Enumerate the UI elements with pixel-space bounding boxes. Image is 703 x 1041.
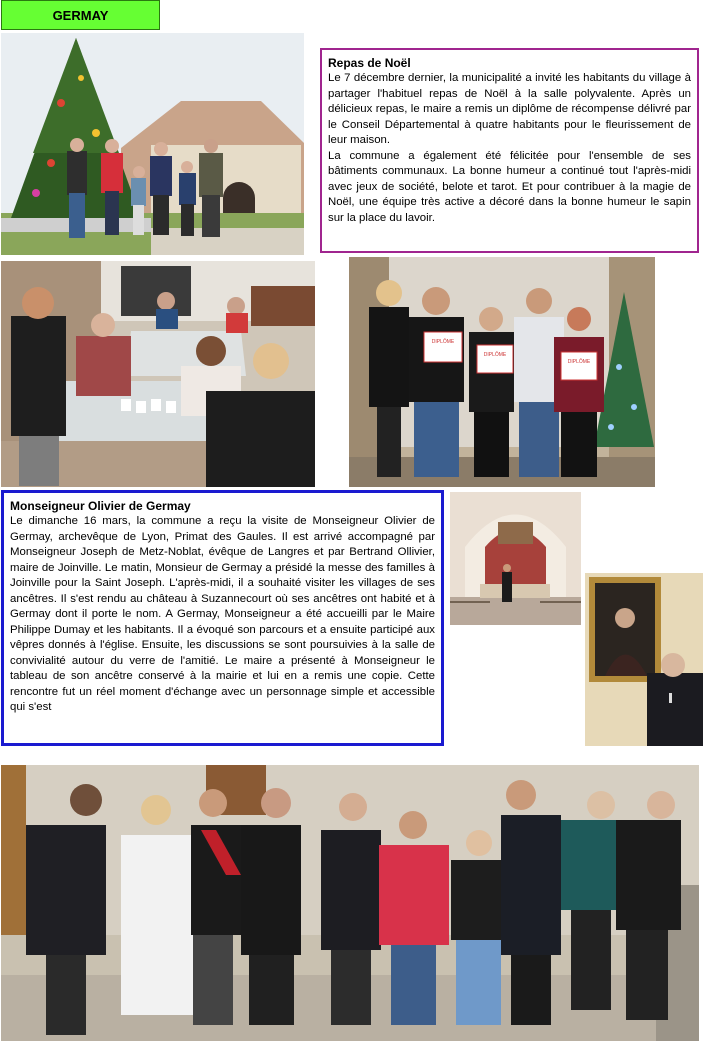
diploma-label: DIPLÔME	[483, 352, 507, 358]
article-paragraph: La commune a également été félicitée pour l'ensemble de ses bâtiments communaux. La bonne humeur a continué tout l'après-midi avec jeux de société, belote et tarot. Et pour contribuer à la magie de Noël, une équipe très active a décoré dans la bonne humeur le sapin sur la place du lavoir.	[328, 149, 691, 224]
photo-church-interior	[450, 492, 581, 625]
article-paragraph: Le 7 décembre dernier, la municipalité a invité les habitants du village à partager l'habituel repas de Noël à la salle polyvalente. Après un délicieux repas, le maire a remis un diplôme de récompense délivré par le Conseil Départemental à quatre habitants pour le fleurissement de leur maison.	[328, 72, 691, 146]
article-monseigneur-visit	[1, 490, 444, 746]
article-title: Repas de Noël	[328, 56, 411, 70]
diploma	[561, 352, 597, 380]
article-title: Monseigneur Olivier de Germay	[10, 499, 191, 513]
diploma-label: DIPLÔME	[431, 339, 455, 345]
photo-group-visit	[1, 765, 699, 1041]
village-name-tag: GERMAY	[1, 0, 160, 30]
article-paragraph: Le dimanche 16 mars, la commune a reçu la visite de Monseigneur Olivier de Germay, archevêque de Lyon, Primat des Gaules. Il est arrivé accompagné par Monseigneur Joseph de Metz-Noblat, évêque de Langres et par Bertrand Ollivier, maire de Joinville. Le matin, Monsieur de Germay a présidé la messe des familles à Joinville pour la Saint Joseph. L'après-midi, il a souhaité visiter les villages de ses ancêtres. Il s'est rendu au château à Suzannecourt où ses ancêtres ont habité et à Germay dont il porte le nom. A Germay, Monseigneur a été accueilli par le Maire Philippe Dumay et les habitants. Il a évoqué son parcours et a ensuite participé aux vêpres donnés à l'église. Ensuite, les discussions se sont poursuivies à la salle de convivialité autour du verre de l'amitié. Le maire a présenté à Monseigneur le tableau de son ancêtre conservé à la mairie et lui en a remis une copie. Cette rencontre fut un réel moment d'échange avec un personnage simple et accessible qui s'est	[10, 515, 435, 713]
photo-christmas-tree-group	[1, 33, 304, 255]
diploma-label: DIPLÔME	[567, 359, 591, 365]
article-christmas-meal	[320, 48, 699, 253]
photo-ancestor-portrait	[585, 573, 703, 746]
diploma	[424, 332, 462, 362]
photo-diploma-ceremony	[349, 257, 655, 487]
photo-board-games	[1, 261, 315, 487]
diploma	[477, 345, 513, 373]
